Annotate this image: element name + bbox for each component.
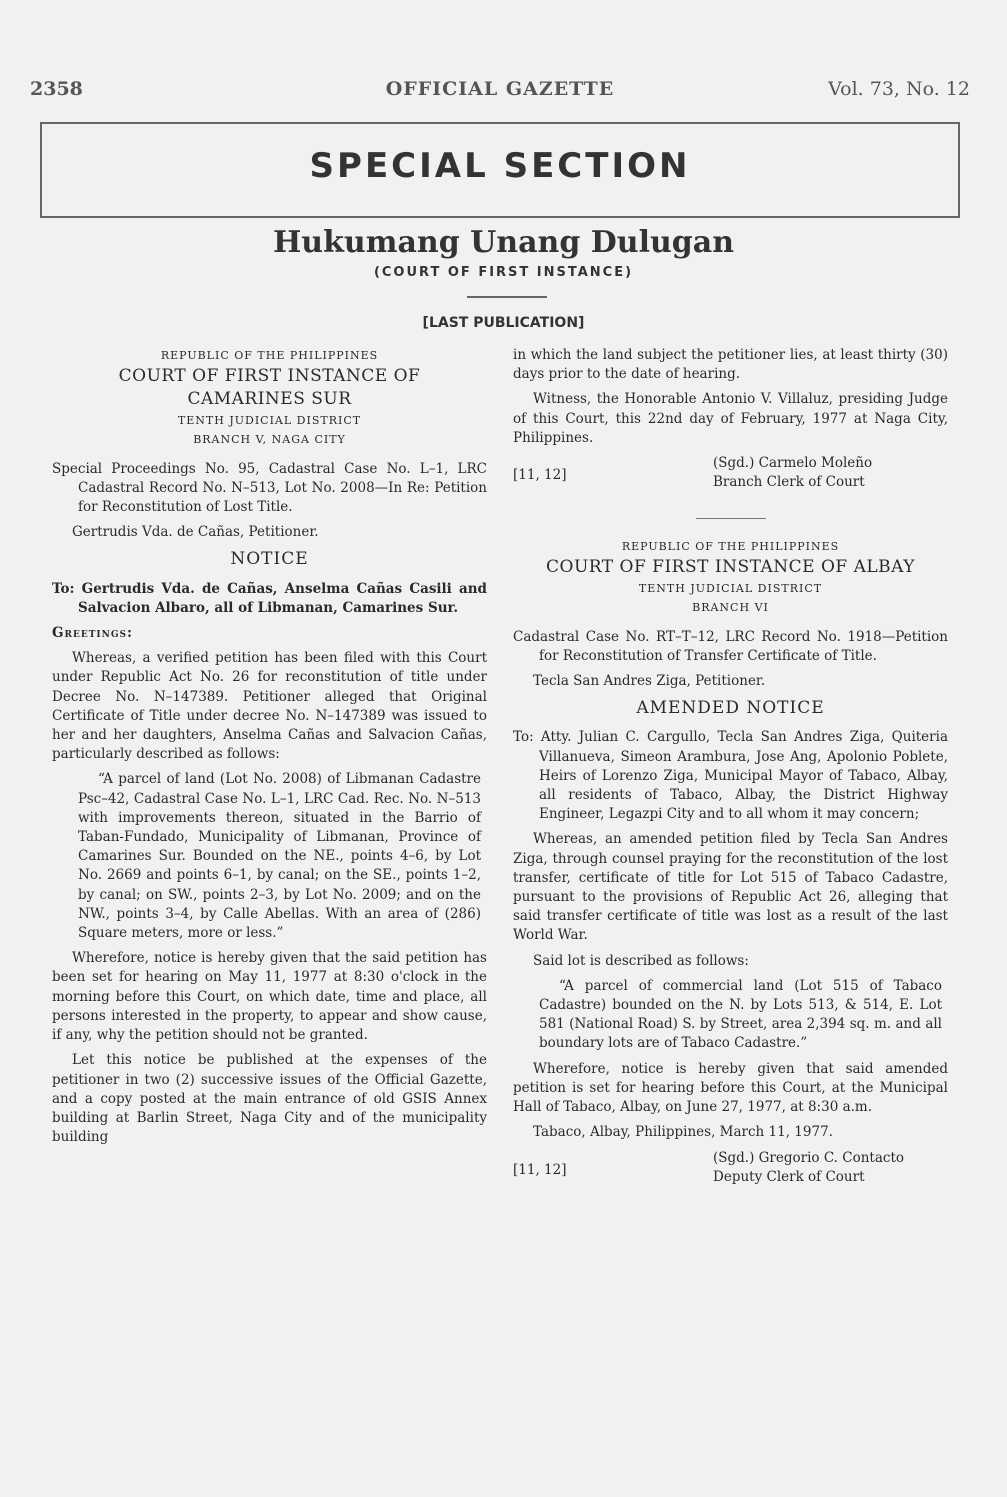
province-name: CAMARINES SUR [187, 389, 352, 410]
addressee-paragraph: To: Atty. Julian C. Cargullo, Tecla San Andres Ziga, Quiteria Villanueva, Simeon Arambura, Jose Ang, Apolonio Poblete, Heirs of Lorenzo Ziga, Municipal Mayor of Tabaco, Albay, all residents of Tabaco, Albay, the District Highway Engineer, Legazpi City and to all whom it may concern; [513, 729, 948, 823]
issue-reference: [11, 12] [513, 1161, 567, 1178]
republic-label: REPUBLIC OF THE PHILIPPINES [160, 349, 379, 362]
branch-label: BRANCH VI [692, 601, 769, 615]
signature-block [513, 1149, 948, 1191]
notice-title: NOTICE [230, 549, 309, 570]
addressee-paragraph: To: Gertrudis Vda. de Cañas, Anselma Cañas Casili and Salvacion Albaro, all of Libmanan, Camarines Sur. [52, 580, 487, 616]
body-paragraph: Wherefore, notice is hereby given that the said petition has been set for hearing on May 11, 1977 at 8:30 o'clock in the morning before this Court, on which date, time and place, all persons interested in the property, to appear and show cause, if any, why the petition should not be granted. [52, 950, 487, 1044]
special-section-box [40, 122, 960, 218]
issue-reference: [11, 12] [513, 467, 567, 484]
court-heading: Hukumang Unang Dulugan [272, 225, 735, 260]
section-title: SPECIAL SECTION [309, 146, 691, 186]
signature-name: (Sgd.) Gregorio C. Contacto [713, 1149, 905, 1166]
right-column [513, 346, 948, 1191]
signature-title: Branch Clerk of Court [713, 474, 865, 491]
notice-title: AMENDED NOTICE [636, 698, 825, 719]
district-label: TENTH JUDICIAL DISTRICT [177, 414, 362, 428]
body-paragraph: Whereas, an amended petition filed by Tecla San Andres Ziga, through counsel praying for the reconstitution of the lost transfer, certificate of title for Lot 515 of Tabaco Cadastre, pursuant to the provisions of Republic Act 26, alleging that said transfer certificate of title was lost as a result of the last World War. [513, 831, 948, 944]
volume-info: Vol. 73, No. 12 [828, 78, 970, 100]
republic-label: REPUBLIC OF THE PHILIPPINES [621, 540, 840, 554]
court-name: COURT OF FIRST INSTANCE OF ALBAY [546, 557, 915, 578]
district-label: TENTH JUDICIAL DISTRICT [638, 582, 823, 596]
signature-block [513, 454, 948, 496]
page-number: 2358 [30, 78, 83, 100]
left-column [52, 346, 487, 1153]
last-publication-label: [LAST PUBLICATION] [422, 315, 585, 331]
signature-title: Deputy Clerk of Court [713, 1168, 865, 1185]
court-subheading: (COURT OF FIRST INSTANCE) [373, 265, 634, 280]
gazette-title: OFFICIAL GAZETTE [385, 78, 615, 100]
petitioner-line: Gertrudis Vda. de Cañas, Petitioner. [72, 524, 319, 541]
greetings-label: Greetings: [52, 625, 134, 642]
court-name: COURT OF FIRST INSTANCE OF [118, 366, 421, 387]
case-caption: Special Proceedings No. 95, Cadastral Case No. L–1, LRC Cadastral Record No. N–513, Lot No. 2008—In Re: Petition for Reconstitution of Lost Title. [52, 460, 487, 516]
body-paragraph: Said lot is described as follows: [533, 952, 749, 969]
property-description: “A parcel of commercial land (Lot 515 of Tabaco Cadastre) bounded on the N. by Lots 513, & 514, E. Lot 581 (National Road) S. by Street, area 2,394 sq. m. and all boundary lots are of Tabaco Cadastre.” [539, 977, 942, 1052]
divider [696, 518, 766, 519]
place-date-line: Tabaco, Albay, Philippines, March 11, 1977. [533, 1124, 833, 1141]
body-paragraph-continued: in which the land subject the petitioner lies, at least thirty (30) days prior to the date of hearing. [513, 347, 948, 383]
divider [467, 296, 547, 298]
case-caption: Cadastral Case No. RT–T–12, LRC Record No. 1918—Petition for Reconstitution of Transfer Certificate of Title. [513, 628, 948, 664]
body-paragraph: Let this notice be published at the expenses of the petitioner in two (2) successive issues of the Official Gazette, and a copy posted at the main entrance of old GSIS Annex building at Barlin Street, Naga City and of the municipality building [52, 1052, 487, 1146]
property-description: “A parcel of land (Lot No. 2008) of Libmanan Cadastre Psc–42, Cadastral Case No. L–1, LRC Cad. Rec. No. N–513 with improvements thereon, situated in the Barrio of Taban-Fundado, Municipality of Libmanan, Province of Camarines Sur. Bounded on the NE., points 4–6, by Lot No. 2669 and points 6–1, by canal; on the SE., points 1–2, by canal; on SW., points 2–3, by Lot No. 2009; and on the NW., points 3–4, by Calle Abellas. With an area of (286) Square meters, more or less.” [78, 771, 481, 942]
signature-name: (Sgd.) Carmelo Moleño [713, 455, 873, 472]
witness-paragraph: Witness, the Honorable Antonio V. Villaluz, presiding Judge of this Court, this 22nd day of February, 1977 at Naga City, Philippines. [513, 391, 948, 446]
body-paragraph: Whereas, a verified petition has been filed with this Court under Republic Act No. 26 for reconstitution of title under Decree No. N–147389. Petitioner alleged that Original Certificate of Title under decree No. N–147389 was issued to her and her daughters, Anselma Cañas and Salvacion Cañas, particularly described as follows: [52, 650, 487, 763]
branch-label: BRANCH V, NAGA CITY [193, 433, 346, 447]
page-header [30, 78, 970, 106]
body-paragraph: Wherefore, notice is hereby given that said amended petition is set for hearing before this Court, at the Municipal Hall of Tabaco, Albay, on June 27, 1977, at 8:30 a.m. [513, 1060, 948, 1116]
petitioner-line: Tecla San Andres Ziga, Petitioner. [533, 673, 766, 690]
